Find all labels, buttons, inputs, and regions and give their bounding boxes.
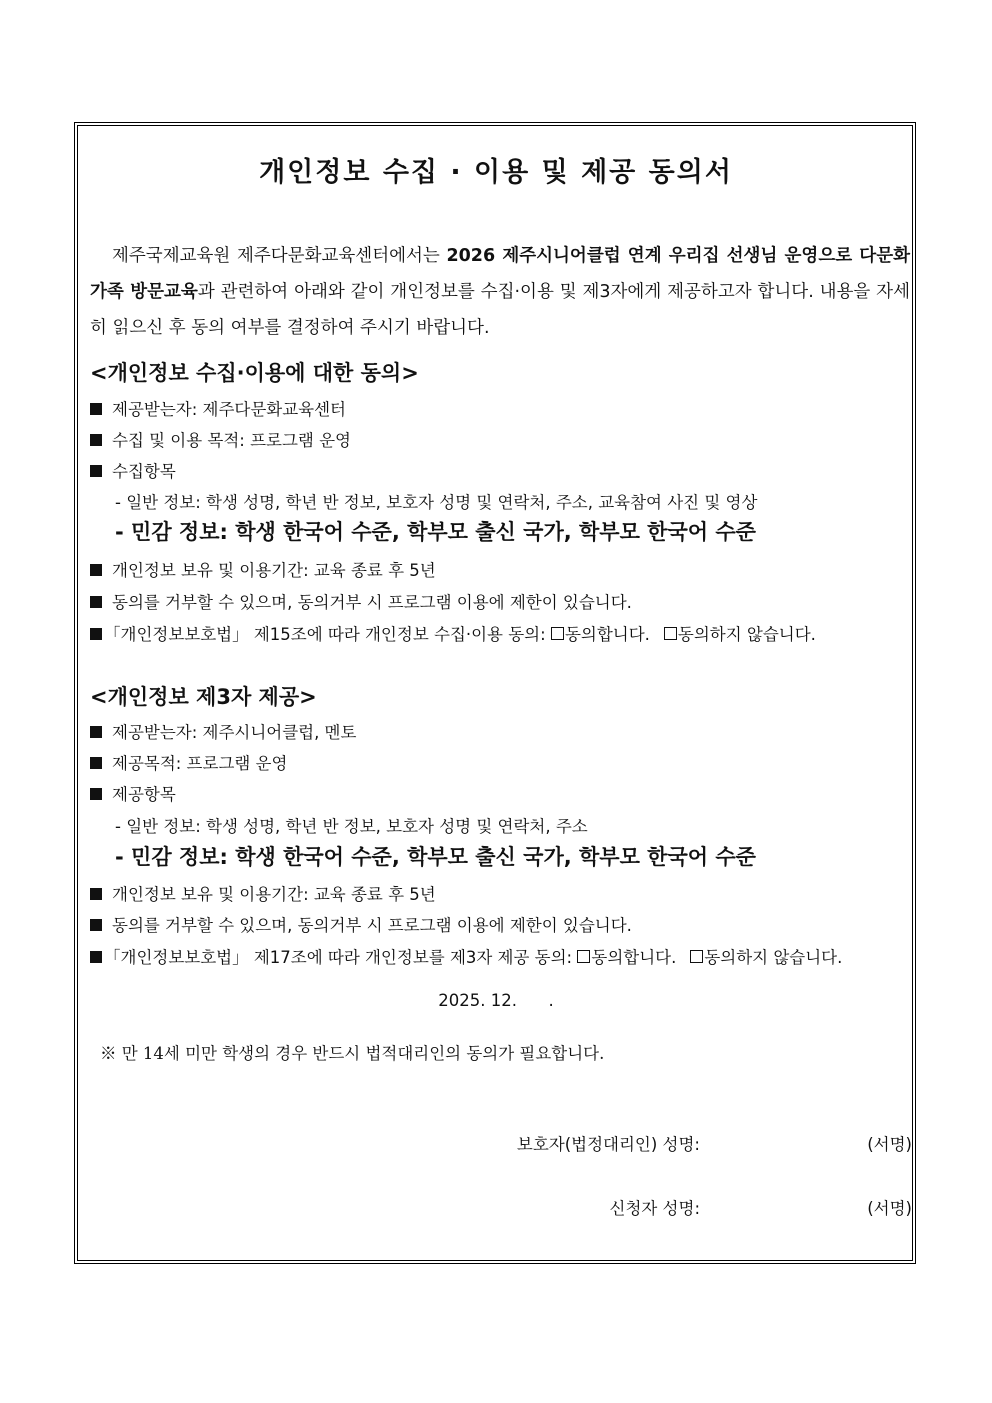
section1-retention <box>90 557 436 581</box>
section1-agree-label: 동의합니다. <box>564 625 650 644</box>
section1-general-info: - 일반 정보: 학생 성명, 학년 반 정보, 보호자 성명 및 연락처, 주소, 교육참여 사진 및 영상 <box>115 493 758 512</box>
section1-recipient-text: 제공받는자: 제주다문화교육센터 <box>112 400 346 419</box>
section1-agree-option[interactable] <box>551 625 650 644</box>
section2-disagree-option[interactable] <box>690 948 842 967</box>
section2-items-label-text: 제공항목 <box>112 785 176 804</box>
section1-disagree-checkbox[interactable] <box>664 627 677 640</box>
section1-heading: <개인정보 수집·이용에 대한 동의> <box>90 361 419 385</box>
bullet-square-icon <box>90 564 102 576</box>
section1-consent-text: 「개인정보보호법」 제15조에 따라 개인정보 수집·이용 동의: <box>104 625 551 644</box>
section2-agree-label: 동의합니다. <box>591 948 677 967</box>
applicant-signature-label: 신청자 성명: <box>609 1199 700 1218</box>
bullet-square-icon <box>90 465 102 477</box>
document-title: 개인정보 수집 · 이용 및 제공 동의서 <box>259 157 733 188</box>
bullet-square-icon <box>90 628 102 640</box>
section2-items-label <box>90 781 176 805</box>
intro-paragraph <box>90 238 910 346</box>
section2-retention <box>90 881 436 905</box>
section2-purpose <box>90 750 287 774</box>
section2-refusal-text: 동의를 거부할 수 있으며, 동의거부 시 프로그램 이용에 제한이 있습니다. <box>112 916 632 935</box>
section1-agree-checkbox[interactable] <box>551 627 564 640</box>
section2-recipient-text: 제공받는자: 제주시니어클럽, 멘토 <box>112 723 357 742</box>
section2-consent-line <box>90 944 842 968</box>
minor-consent-note: ※ 만 14세 미만 학생의 경우 반드시 법적대리인의 동의가 필요합니다. <box>100 1044 605 1063</box>
section2-recipient <box>90 719 356 743</box>
section2-heading: <개인정보 제3자 제공> <box>90 685 317 709</box>
section1-purpose-text: 수집 및 이용 목적: 프로그램 운영 <box>112 431 351 450</box>
bullet-square-icon <box>90 888 102 900</box>
applicant-signature-field[interactable] <box>700 1195 830 1217</box>
section2-agree-checkbox[interactable] <box>577 950 590 963</box>
section1-refusal <box>90 589 632 613</box>
section2-disagree-checkbox[interactable] <box>690 950 703 963</box>
section2-retention-text: 개인정보 보유 및 이용기간: 교육 종료 후 5년 <box>112 885 436 904</box>
section1-items-label-text: 수집항목 <box>112 462 176 481</box>
section2-agree-option[interactable] <box>577 948 676 967</box>
section1-disagree-label: 동의하지 않습니다. <box>677 625 816 644</box>
section1-retention-text: 개인정보 보유 및 이용기간: 교육 종료 후 5년 <box>112 561 436 580</box>
applicant-sign-mark: (서명) <box>867 1199 912 1218</box>
bullet-square-icon <box>90 757 102 769</box>
bullet-square-icon <box>90 403 102 415</box>
section1-consent-line <box>90 621 816 645</box>
section1-sensitive-info: - 민감 정보: 학생 한국어 수준, 학부모 출신 국가, 학부모 한국어 수준 <box>115 520 756 544</box>
bullet-square-icon <box>90 726 102 738</box>
section1-recipient <box>90 396 346 420</box>
section1-disagree-option[interactable] <box>664 625 816 644</box>
intro-text-2: 과 관련하여 아래와 같이 개인정보를 수집·이용 및 제3자에게 제공하고자 합니다. 내용을 자세히 읽으신 후 동의 여부를 결정하여 주시기 바랍니다. <box>90 282 910 338</box>
guardian-signature-label: 보호자(법정대리인) 성명: <box>516 1135 700 1154</box>
section1-refusal-text: 동의를 거부할 수 있으며, 동의거부 시 프로그램 이용에 제한이 있습니다. <box>112 593 632 612</box>
section2-purpose-text: 제공목적: 프로그램 운영 <box>112 754 288 773</box>
section2-sensitive-info: - 민감 정보: 학생 한국어 수준, 학부모 출신 국가, 학부모 한국어 수준 <box>115 845 756 869</box>
section1-items-label <box>90 458 176 482</box>
section2-consent-text: 「개인정보보호법」 제17조에 따라 개인정보를 제3자 제공 동의: <box>104 948 578 967</box>
bullet-square-icon <box>90 919 102 931</box>
section2-refusal <box>90 912 632 936</box>
guardian-signature-field[interactable] <box>700 1131 830 1153</box>
section2-general-info: - 일반 정보: 학생 성명, 학년 반 정보, 보호자 성명 및 연락처, 주소 <box>115 817 588 836</box>
section2-disagree-label: 동의하지 않습니다. <box>704 948 843 967</box>
intro-program-name: 2026 제주시니어클럽 연계 우리집 선생님 운영으로 다문화가족 방문교육 <box>90 246 910 302</box>
intro-text-1: 제주국제교육원 제주다문화교육센터에서는 <box>112 246 447 266</box>
bullet-square-icon <box>90 434 102 446</box>
date-line: 2025. 12. . <box>438 991 554 1010</box>
guardian-sign-mark: (서명) <box>867 1135 912 1154</box>
bullet-square-icon <box>90 596 102 608</box>
bullet-square-icon <box>90 788 102 800</box>
bullet-square-icon <box>90 951 102 963</box>
section1-purpose <box>90 427 351 451</box>
